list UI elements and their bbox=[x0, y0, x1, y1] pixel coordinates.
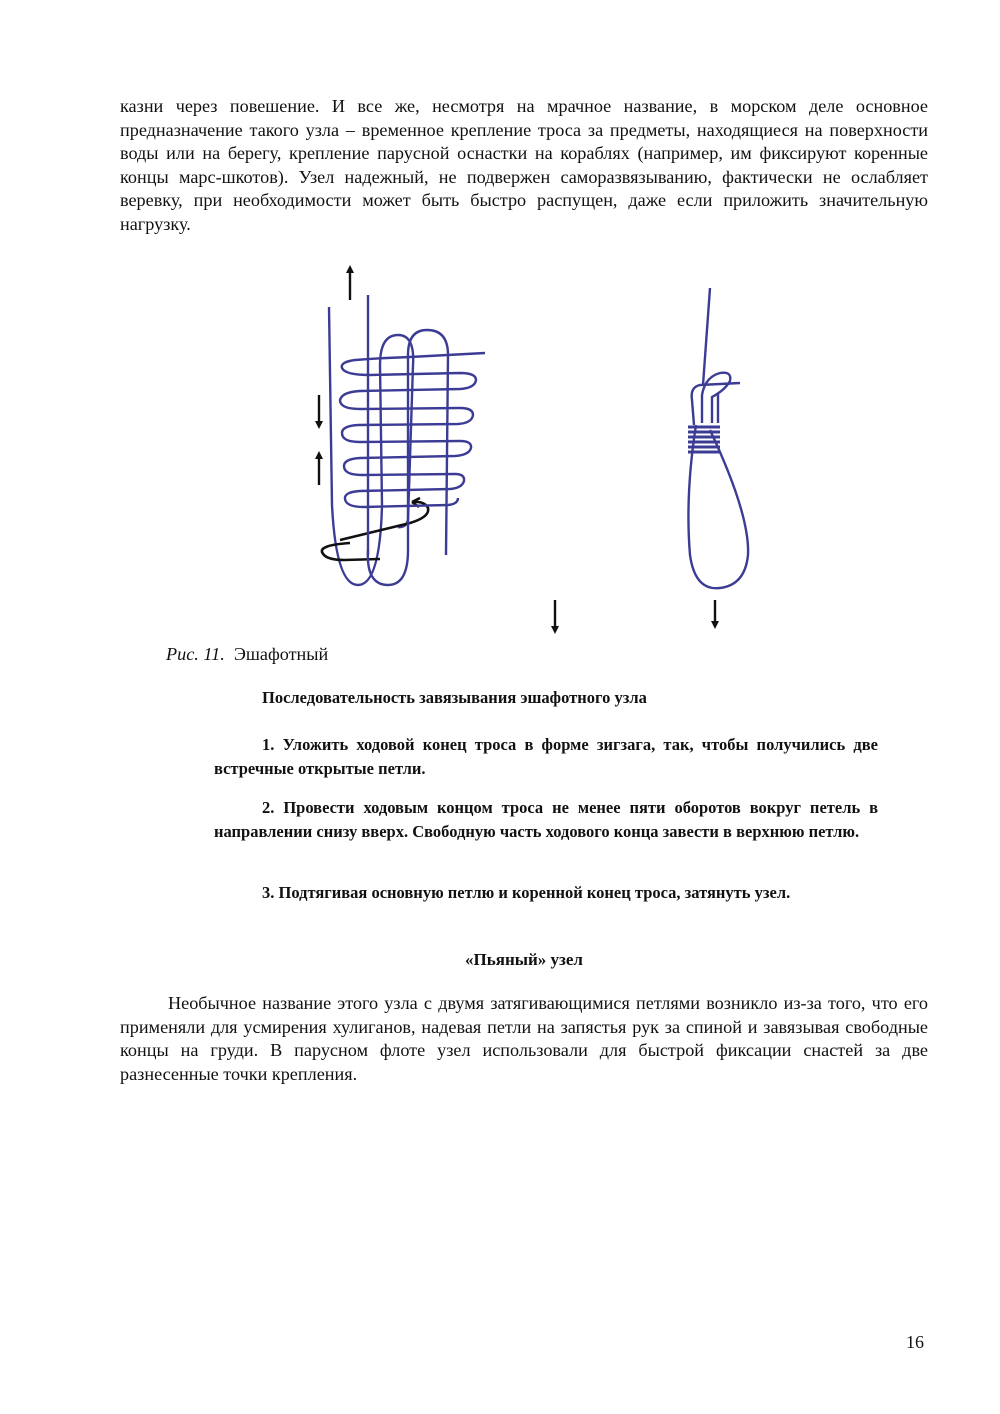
figure-caption bbox=[166, 644, 328, 665]
step-number: 2. bbox=[262, 798, 275, 817]
direction-arrows bbox=[319, 269, 715, 630]
step-number: 1. bbox=[262, 735, 275, 754]
figure-caption-text: Эшафотный bbox=[233, 644, 329, 664]
knot-step2-diagram bbox=[340, 295, 485, 585]
step-text: Провести ходовым концом троса не менее пяти оборотов вокруг петель в направлении снизу вверх. Свободную часть ходового конца завести в верхнюю петлю. bbox=[214, 798, 879, 841]
step-text: Уложить ходовой конец троса в форме зигзага, так, чтобы получились две встречные открытые петли. bbox=[214, 735, 878, 778]
knot-finished-diagram bbox=[688, 288, 748, 588]
step-number: 3. bbox=[262, 883, 275, 902]
sequence-step-2 bbox=[214, 796, 878, 843]
sequence-step-3 bbox=[214, 881, 878, 905]
step-text: Подтягивая основную петлю и коренной конец троса, затянуть узел. bbox=[278, 883, 791, 902]
section-paragraph: Необычное название этого узла с двумя затягивающимися петлями возникло из-за того, что его применяли для усмирения хулиганов, надевая петли на запястья рук за спиной и завязывая свободные концы на груди. В парусном флоте узел использовали для быстрой фиксации снастей за две разнесенные точки крепления. bbox=[120, 993, 928, 1084]
figure-caption-label: Рис. 11. bbox=[166, 644, 225, 664]
section-heading: «Пьяный» узел bbox=[465, 950, 583, 969]
page-number: 16 bbox=[906, 1332, 924, 1352]
sequence-step-1 bbox=[214, 733, 878, 780]
figure-scaffold-knot bbox=[300, 255, 780, 645]
intro-paragraph: казни через повешение. И все же, несмотря на мрачное название, в морском деле основное предназначение такого узла – временное крепление троса за предметы, находящиеся на поверхности воды или на берегу, крепление парусной оснастки на кораблях (например, им фиксируют коренные концы марс-шкотов). Узел надежный, не подвержен саморазвязыванию, фактически не ослабляет веревку, при необходимости может быть быстро распущен, даже если приложить значительную нагрузку. bbox=[120, 96, 928, 234]
sequence-title: Последовательность завязывания эшафотного узла bbox=[262, 688, 647, 707]
